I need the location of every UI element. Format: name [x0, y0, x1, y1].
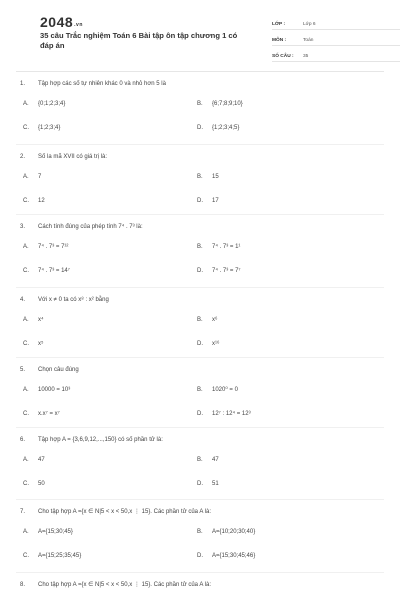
option-letter: C. [23, 198, 29, 204]
option-letter: C. [23, 411, 29, 417]
meta-row-class [272, 14, 400, 30]
option-letter: A. [23, 174, 29, 180]
question-prompt: Số la mã XVII có giá trị là: [38, 154, 108, 160]
option-letter: B. [197, 174, 203, 180]
question-text [20, 366, 380, 374]
question-4 [0, 296, 400, 364]
question-8 [0, 581, 400, 589]
option-letter: C. [23, 268, 29, 274]
option-letter: B. [197, 457, 203, 463]
meta-value: 35 [303, 54, 309, 59]
answer-option-a[interactable] [20, 456, 194, 464]
option-text: 47 [212, 457, 219, 463]
option-text: 7 [38, 174, 42, 180]
option-letter: C. [23, 125, 29, 131]
answer-option-b[interactable] [194, 316, 364, 324]
option-text: 7⁴ . 7³ = 1¹ [212, 244, 241, 250]
page-title: 35 câu Trắc nghiệm Toán 6 Bài tập ôn tập chương 1 có đáp án [40, 31, 238, 50]
answer-option-d[interactable] [194, 340, 364, 348]
question-5 [0, 366, 400, 434]
question-6 [0, 436, 400, 504]
question-number: 4. [20, 297, 26, 303]
question-1 [0, 80, 400, 148]
question-number: 2. [20, 154, 26, 160]
question-text [20, 80, 380, 88]
answer-option-c[interactable] [20, 197, 194, 205]
question-separator [16, 499, 384, 500]
option-text: A={10;20;30;40} [212, 529, 256, 535]
question-7 [0, 508, 400, 576]
question-number: 5. [20, 367, 26, 373]
option-letter: D. [197, 341, 203, 347]
option-row [20, 410, 380, 434]
question-separator [16, 572, 384, 573]
answer-options [20, 528, 380, 576]
answer-option-c[interactable] [20, 410, 194, 418]
option-text: 12⁷ : 12⁴ = 12³ [212, 411, 251, 417]
meta-info [272, 14, 400, 62]
question-prompt: Tập hợp A = {3,6,9,12,...,150} có số phần tử là: [38, 437, 163, 443]
answer-option-c[interactable] [20, 124, 194, 132]
answer-option-d[interactable] [194, 480, 364, 488]
meta-label: LỚP : [272, 22, 286, 27]
option-letter: D. [197, 553, 203, 559]
option-letter: A. [23, 101, 29, 107]
meta-row-subject [272, 30, 400, 46]
option-text: 1020⁰ = 0 [212, 387, 238, 393]
option-row [20, 386, 380, 410]
option-letter: D. [197, 125, 203, 131]
option-text: 7⁴ . 7³ = 14⁷ [38, 268, 70, 274]
option-text: 10000 = 10³ [38, 387, 71, 393]
option-letter: B. [197, 529, 203, 535]
answer-option-c[interactable] [20, 480, 194, 488]
option-text: {1;2;3;4;5} [212, 125, 240, 131]
option-row [20, 243, 380, 267]
answer-option-d[interactable] [194, 124, 364, 132]
question-prompt: Cách tính đúng của phép tính 7⁴ . 7³ là: [38, 224, 143, 230]
option-text: x¹⁶ [212, 341, 220, 347]
option-letter: B. [197, 244, 203, 250]
option-text: x⁴ [38, 317, 44, 323]
question-number: 7. [20, 509, 26, 515]
question-text [20, 153, 380, 161]
option-row [20, 456, 380, 480]
question-number: 3. [20, 224, 26, 230]
question-text [20, 508, 380, 516]
option-letter: D. [197, 268, 203, 274]
header-divider [16, 71, 384, 72]
option-row [20, 197, 380, 221]
meta-row-count [272, 46, 400, 62]
answer-option-b[interactable] [194, 528, 364, 536]
question-separator [16, 357, 384, 358]
question-separator [16, 214, 384, 215]
answer-option-a[interactable] [20, 173, 194, 181]
option-letter: D. [197, 481, 203, 487]
option-text: 47 [38, 457, 45, 463]
answer-option-d[interactable] [194, 197, 364, 205]
meta-value: Lớp 6 [303, 22, 316, 27]
question-prompt: Cho tập hợp A ={x ∈ N|5 < x < 50,x ⋮ 15}. Các phần tử của A là: [38, 582, 212, 588]
option-row [20, 100, 380, 124]
option-text: {1;2;3;4} [38, 125, 61, 131]
question-prompt: Tập hợp các số tự nhiên khác 0 và nhỏ hơn 5 là [38, 81, 166, 87]
option-letter: A. [23, 387, 29, 393]
meta-value: Toán [303, 38, 314, 43]
question-separator [16, 427, 384, 428]
option-text: 50 [38, 481, 45, 487]
question-number: 8. [20, 582, 26, 588]
option-letter: B. [197, 317, 203, 323]
option-text: A={15;30;45;46} [212, 553, 256, 559]
site-logo[interactable]: $2048^{.vn}$ [40, 14, 83, 30]
answer-option-a[interactable] [20, 528, 194, 536]
option-letter: C. [23, 553, 29, 559]
option-text: 7⁴ . 7³ = 7⁷ [212, 268, 241, 274]
answer-option-b[interactable] [194, 386, 364, 394]
header [20, 0, 380, 70]
answer-option-a[interactable] [20, 386, 194, 394]
option-text: 12 [38, 198, 45, 204]
answer-options [20, 243, 380, 291]
question-prompt: Cho tập hợp A ={x ∈ N|5 < x < 50,x ⋮ 15}. Các phần tử của A là: [38, 509, 212, 515]
answer-option-c[interactable] [20, 340, 194, 348]
answer-option-b[interactable] [194, 456, 364, 464]
answer-option-b[interactable] [194, 100, 364, 108]
answer-option-a[interactable] [20, 316, 194, 324]
question-2 [0, 153, 400, 221]
meta-label: SỐ CÂU : [272, 54, 294, 59]
answer-option-a[interactable] [20, 100, 194, 108]
answer-option-b[interactable] [194, 173, 364, 181]
option-letter: C. [23, 481, 29, 487]
question-text [20, 296, 380, 304]
option-text: x.x⁷ = x⁷ [38, 411, 60, 417]
question-3 [0, 223, 400, 291]
option-text: {6;7;8;9;10} [212, 101, 243, 107]
option-text: 15 [212, 174, 219, 180]
option-row [20, 528, 380, 552]
option-letter: B. [197, 387, 203, 393]
option-row [20, 340, 380, 364]
answer-option-d[interactable] [194, 552, 364, 560]
option-text: 7⁴ . 7³ = 7¹² [38, 244, 69, 250]
answer-option-b[interactable] [194, 243, 364, 251]
question-prompt: Chọn câu đúng [38, 367, 79, 373]
option-letter: A. [23, 457, 29, 463]
option-text: 51 [212, 481, 219, 487]
question-separator [16, 144, 384, 145]
option-text: A={15;25;35;45} [38, 553, 82, 559]
option-letter: A. [23, 529, 29, 535]
answer-option-a[interactable] [20, 243, 194, 251]
answer-option-d[interactable] [194, 410, 364, 418]
answer-option-c[interactable] [20, 552, 194, 560]
answer-option-c[interactable] [20, 267, 194, 275]
question-text [20, 436, 380, 444]
option-letter: B. [197, 101, 203, 107]
answer-options [20, 456, 380, 504]
option-text: 17 [212, 198, 219, 204]
option-text: x⁵ [38, 341, 44, 347]
question-prompt: Với x ≠ 0 ta có x⁸ : x² bằng [38, 297, 109, 303]
answer-option-d[interactable] [194, 267, 364, 275]
option-row [20, 173, 380, 197]
question-number: 6. [20, 437, 26, 443]
option-text: A={15;30;45} [38, 529, 73, 535]
question-text [20, 223, 380, 231]
answer-options [20, 100, 380, 148]
option-letter: A. [23, 244, 29, 250]
option-row [20, 316, 380, 340]
option-text: {0;1;2;3;4} [38, 101, 66, 107]
option-text: x⁶ [212, 317, 218, 323]
option-row [20, 480, 380, 504]
question-text [20, 581, 380, 589]
question-number: 1. [20, 81, 26, 87]
option-letter: D. [197, 198, 203, 204]
meta-label: MÔN : [272, 38, 287, 43]
option-letter: A. [23, 317, 29, 323]
question-separator [16, 287, 384, 288]
option-letter: D. [197, 411, 203, 417]
option-letter: C. [23, 341, 29, 347]
